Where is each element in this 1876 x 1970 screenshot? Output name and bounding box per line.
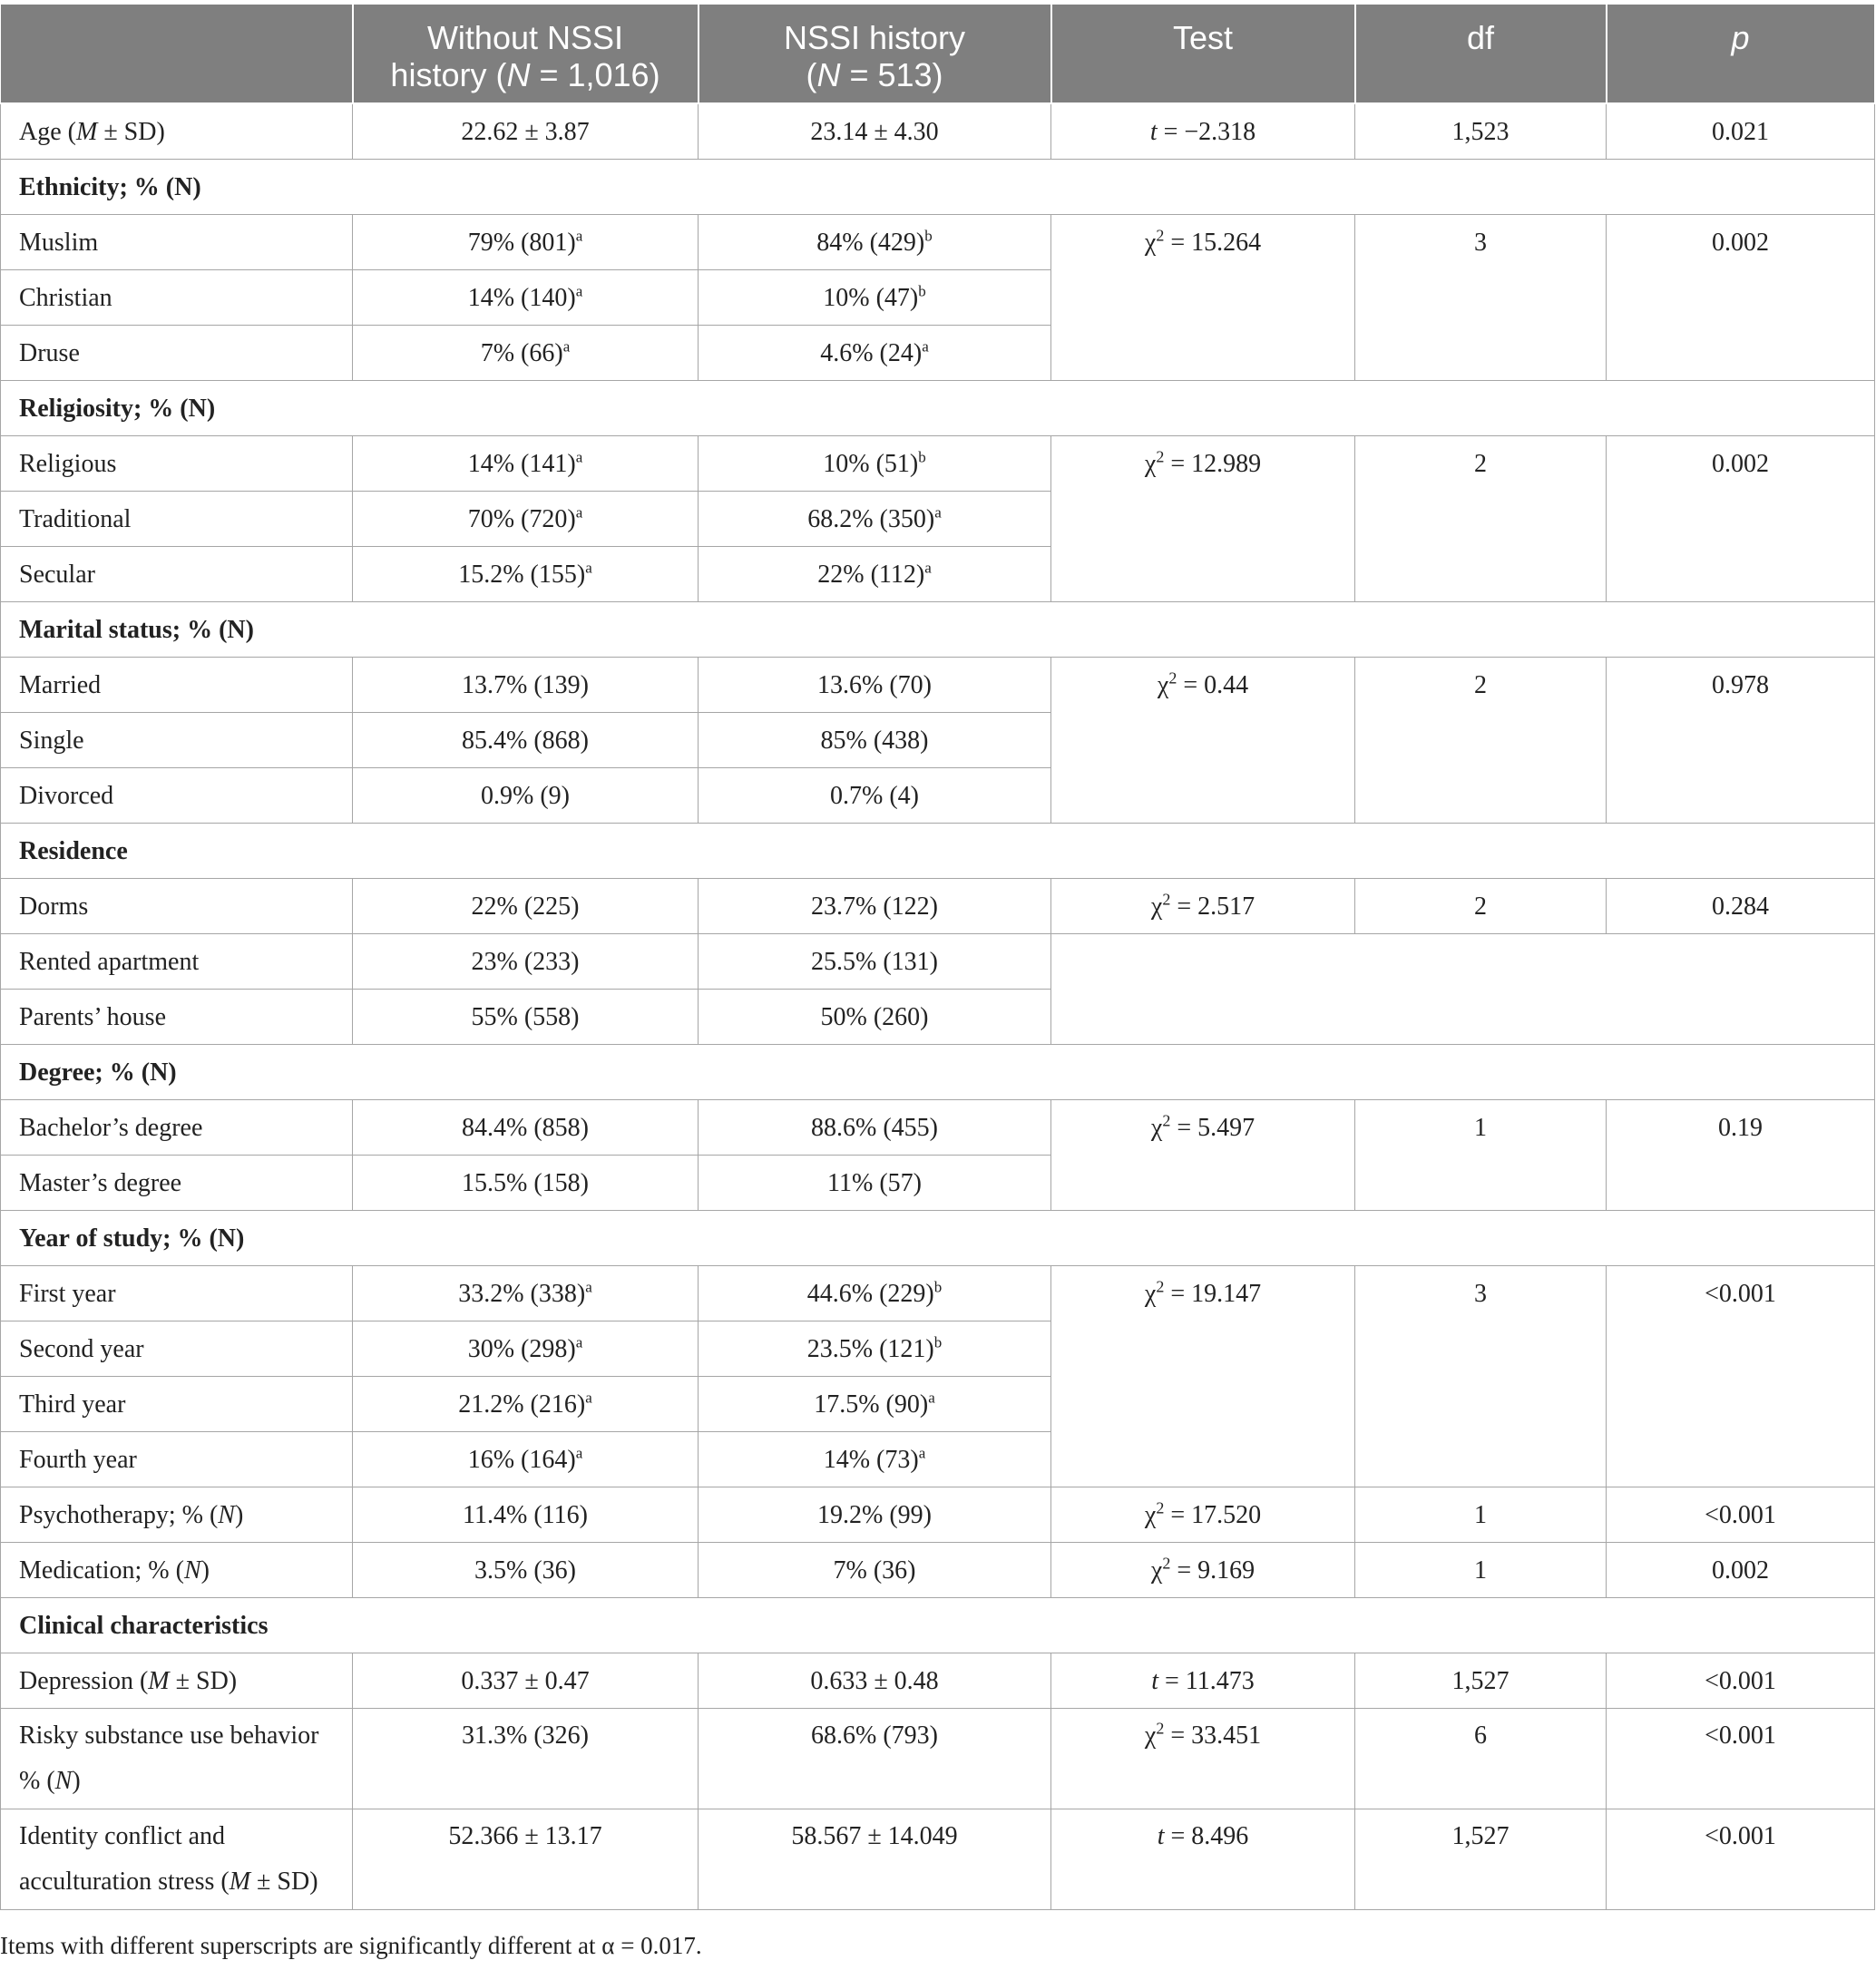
without-nssi-value: 0.9% (9) [353,767,699,823]
nssi-history-value: 4.6% $(24)^a$ [699,325,1051,380]
table-row [1,103,1875,159]
header-df: df [1355,4,1607,103]
without-nssi-value: 31.3% (326) [353,1708,699,1809]
p-value: 0.284 [1607,878,1875,933]
df-value: 1,527 [1355,1653,1607,1708]
table-row [1,1708,1875,1809]
df-value: 3 [1355,1265,1607,1487]
row-label: Psychotherapy; % (N) [1,1487,353,1542]
nssi-history-value: 0.633 ± 0.48 [699,1653,1051,1708]
table-row [1,878,1875,933]
row-label: Third year [1,1376,353,1431]
row-label: Second year [1,1321,353,1376]
without-nssi-value: 15.2% $(155)^a$ [353,546,699,601]
header-without-nssi: Without NSSI history (N = 1,016) [353,4,699,103]
p-value: 0.021 [1607,103,1875,159]
df-value: 1 [1355,1099,1607,1210]
without-nssi-value: 70% $(720)^a$ [353,491,699,546]
p-value: <0.001 [1607,1708,1875,1809]
test-statistic: t = −2.318 [1051,103,1355,159]
without-nssi-value: 15.5% (158) [353,1155,699,1210]
test-statistic: $\chi^2 = 15.264$ [1051,214,1355,380]
without-nssi-value: 79% $(801)^a$ [353,214,699,269]
p-value: 0.002 [1607,214,1875,380]
empty-cell [1051,933,1875,1044]
table-row [1,1653,1875,1708]
without-nssi-value: 21.2% $(216)^a$ [353,1376,699,1431]
row-label: Identity conflict and acculturation stress (M ± SD) [1,1809,353,1909]
without-nssi-value: 16% $(164)^a$ [353,1431,699,1487]
p-value: 0.002 [1607,1542,1875,1597]
df-value: 2 [1355,657,1607,823]
without-nssi-value: 23% (233) [353,933,699,989]
without-nssi-value: 11.4% (116) [353,1487,699,1542]
nssi-history-value: 17.5% $(90)^a$ [699,1376,1051,1431]
row-label: Medication; % (N) [1,1542,353,1597]
row-label: Traditional [1,491,353,546]
p-value: <0.001 [1607,1265,1875,1487]
row-label: Risky substance use behavior % (N) [1,1708,353,1809]
nssi-history-value: 23.7% (122) [699,878,1051,933]
without-nssi-value: 55% (558) [353,989,699,1044]
df-value: 6 [1355,1708,1607,1809]
section-header: Year of study; % (N) [1,1210,1875,1265]
section-header-row [1,601,1875,657]
section-header: Clinical characteristics [1,1597,1875,1653]
row-label: Religious [1,435,353,491]
test-statistic: $\chi^2 = 5.497$ [1051,1099,1355,1210]
without-nssi-value: 0.337 ± 0.47 [353,1653,699,1708]
section-header: Marital status; % (N) [1,601,1875,657]
nssi-history-value: 50% (260) [699,989,1051,1044]
table-body [1,103,1875,1909]
row-label: First year [1,1265,353,1321]
nssi-history-value: 23.5% $(121)^b$ [699,1321,1051,1376]
nssi-history-value: 68.6% (793) [699,1708,1051,1809]
header-row [1,4,1875,103]
table-row [1,933,1875,989]
without-nssi-value: 14% $(141)^a$ [353,435,699,491]
row-label: Married [1,657,353,712]
table-row [1,1809,1875,1909]
row-label: Muslim [1,214,353,269]
df-value: 2 [1355,878,1607,933]
test-statistic: t = 11.473 [1051,1653,1355,1708]
nssi-history-value: 68.2% $(350)^a$ [699,491,1051,546]
nssi-history-value: 13.6% (70) [699,657,1051,712]
without-nssi-value: 3.5% (36) [353,1542,699,1597]
table-row [1,1487,1875,1542]
section-header: Ethnicity; % (N) [1,159,1875,214]
test-statistic: $\chi^2 = 19.147$ [1051,1265,1355,1487]
nssi-history-value: 85% (438) [699,712,1051,767]
nssi-history-value: 88.6% (455) [699,1099,1051,1155]
row-label: Rented apartment [1,933,353,989]
table-row [1,214,1875,269]
row-label: Master’s degree [1,1155,353,1210]
row-label: Dorms [1,878,353,933]
section-header-row [1,823,1875,878]
without-nssi-value: 33.2% $(338)^a$ [353,1265,699,1321]
without-nssi-value: 22.62 ± 3.87 [353,103,699,159]
nssi-history-value: 11% (57) [699,1155,1051,1210]
df-value: 1 [1355,1542,1607,1597]
without-nssi-value: 85.4% (868) [353,712,699,767]
header-nssi-history: NSSI history (N = 513) [699,4,1051,103]
nssi-history-value: 14% $(73)^a$ [699,1431,1051,1487]
nssi-comparison-table [0,3,1876,1910]
test-statistic: $\chi^2 = 0.44$ [1051,657,1355,823]
nssi-history-value: 7% (36) [699,1542,1051,1597]
without-nssi-value: 13.7% (139) [353,657,699,712]
table-row [1,1099,1875,1155]
section-header-row [1,1210,1875,1265]
nssi-history-value: 22% $(112)^a$ [699,546,1051,601]
p-value: 0.19 [1607,1099,1875,1210]
df-value: 3 [1355,214,1607,380]
without-nssi-value: 7% $(66)^a$ [353,325,699,380]
without-nssi-value: 84.4% (858) [353,1099,699,1155]
p-value: <0.001 [1607,1809,1875,1909]
test-statistic: $\chi^2 = 12.989$ [1051,435,1355,601]
without-nssi-value: 30% $(298)^a$ [353,1321,699,1376]
nssi-history-value: 10% $(51)^b$ [699,435,1051,491]
nssi-history-value: 25.5% (131) [699,933,1051,989]
row-label: Bachelor’s degree [1,1099,353,1155]
test-statistic: $\chi^2 = 33.451$ [1051,1708,1355,1809]
row-label: Age (M ± SD) [1,103,353,159]
p-value: <0.001 [1607,1487,1875,1542]
table-row [1,1542,1875,1597]
p-value: 0.978 [1607,657,1875,823]
section-header-row [1,380,1875,435]
row-label: Fourth year [1,1431,353,1487]
header-label-cell [1,4,353,103]
without-nssi-value: 14% $(140)^a$ [353,269,699,325]
test-statistic: t = 8.496 [1051,1809,1355,1909]
row-label: Christian [1,269,353,325]
section-header: Degree; % (N) [1,1044,1875,1099]
section-header-row [1,1597,1875,1653]
nssi-history-value: 58.567 ± 14.049 [699,1809,1051,1909]
test-statistic: $\chi^2 = 2.517$ [1051,878,1355,933]
nssi-history-value: 84% $(429)^b$ [699,214,1051,269]
without-nssi-value: 22% (225) [353,878,699,933]
section-header: Religiosity; % (N) [1,380,1875,435]
table-row [1,657,1875,712]
section-header-row [1,159,1875,214]
header-p: p [1607,4,1875,103]
nssi-history-value: 0.7% (4) [699,767,1051,823]
p-value: 0.002 [1607,435,1875,601]
row-label: Divorced [1,767,353,823]
section-header: Residence [1,823,1875,878]
row-label: Druse [1,325,353,380]
df-value: 1 [1355,1487,1607,1542]
table-footnote: Items with different superscripts are significantly different at α = 0.017. [0,1932,702,1959]
without-nssi-value: 52.366 ± 13.17 [353,1809,699,1909]
row-label: Secular [1,546,353,601]
p-value: <0.001 [1607,1653,1875,1708]
df-value: 1,523 [1355,103,1607,159]
row-label: Parents’ house [1,989,353,1044]
df-value: 2 [1355,435,1607,601]
nssi-history-value: 44.6% $(229)^b$ [699,1265,1051,1321]
row-label: Single [1,712,353,767]
table-row [1,1265,1875,1321]
nssi-history-value: 19.2% (99) [699,1487,1051,1542]
table-row [1,435,1875,491]
row-label: Depression (M ± SD) [1,1653,353,1708]
df-value: 1,527 [1355,1809,1607,1909]
section-header-row [1,1044,1875,1099]
nssi-history-value: 23.14 ± 4.30 [699,103,1051,159]
nssi-history-value: 10% $(47)^b$ [699,269,1051,325]
header-test: Test [1051,4,1355,103]
test-statistic: $\chi^2 = 9.169$ [1051,1542,1355,1597]
test-statistic: $\chi^2 = 17.520$ [1051,1487,1355,1542]
